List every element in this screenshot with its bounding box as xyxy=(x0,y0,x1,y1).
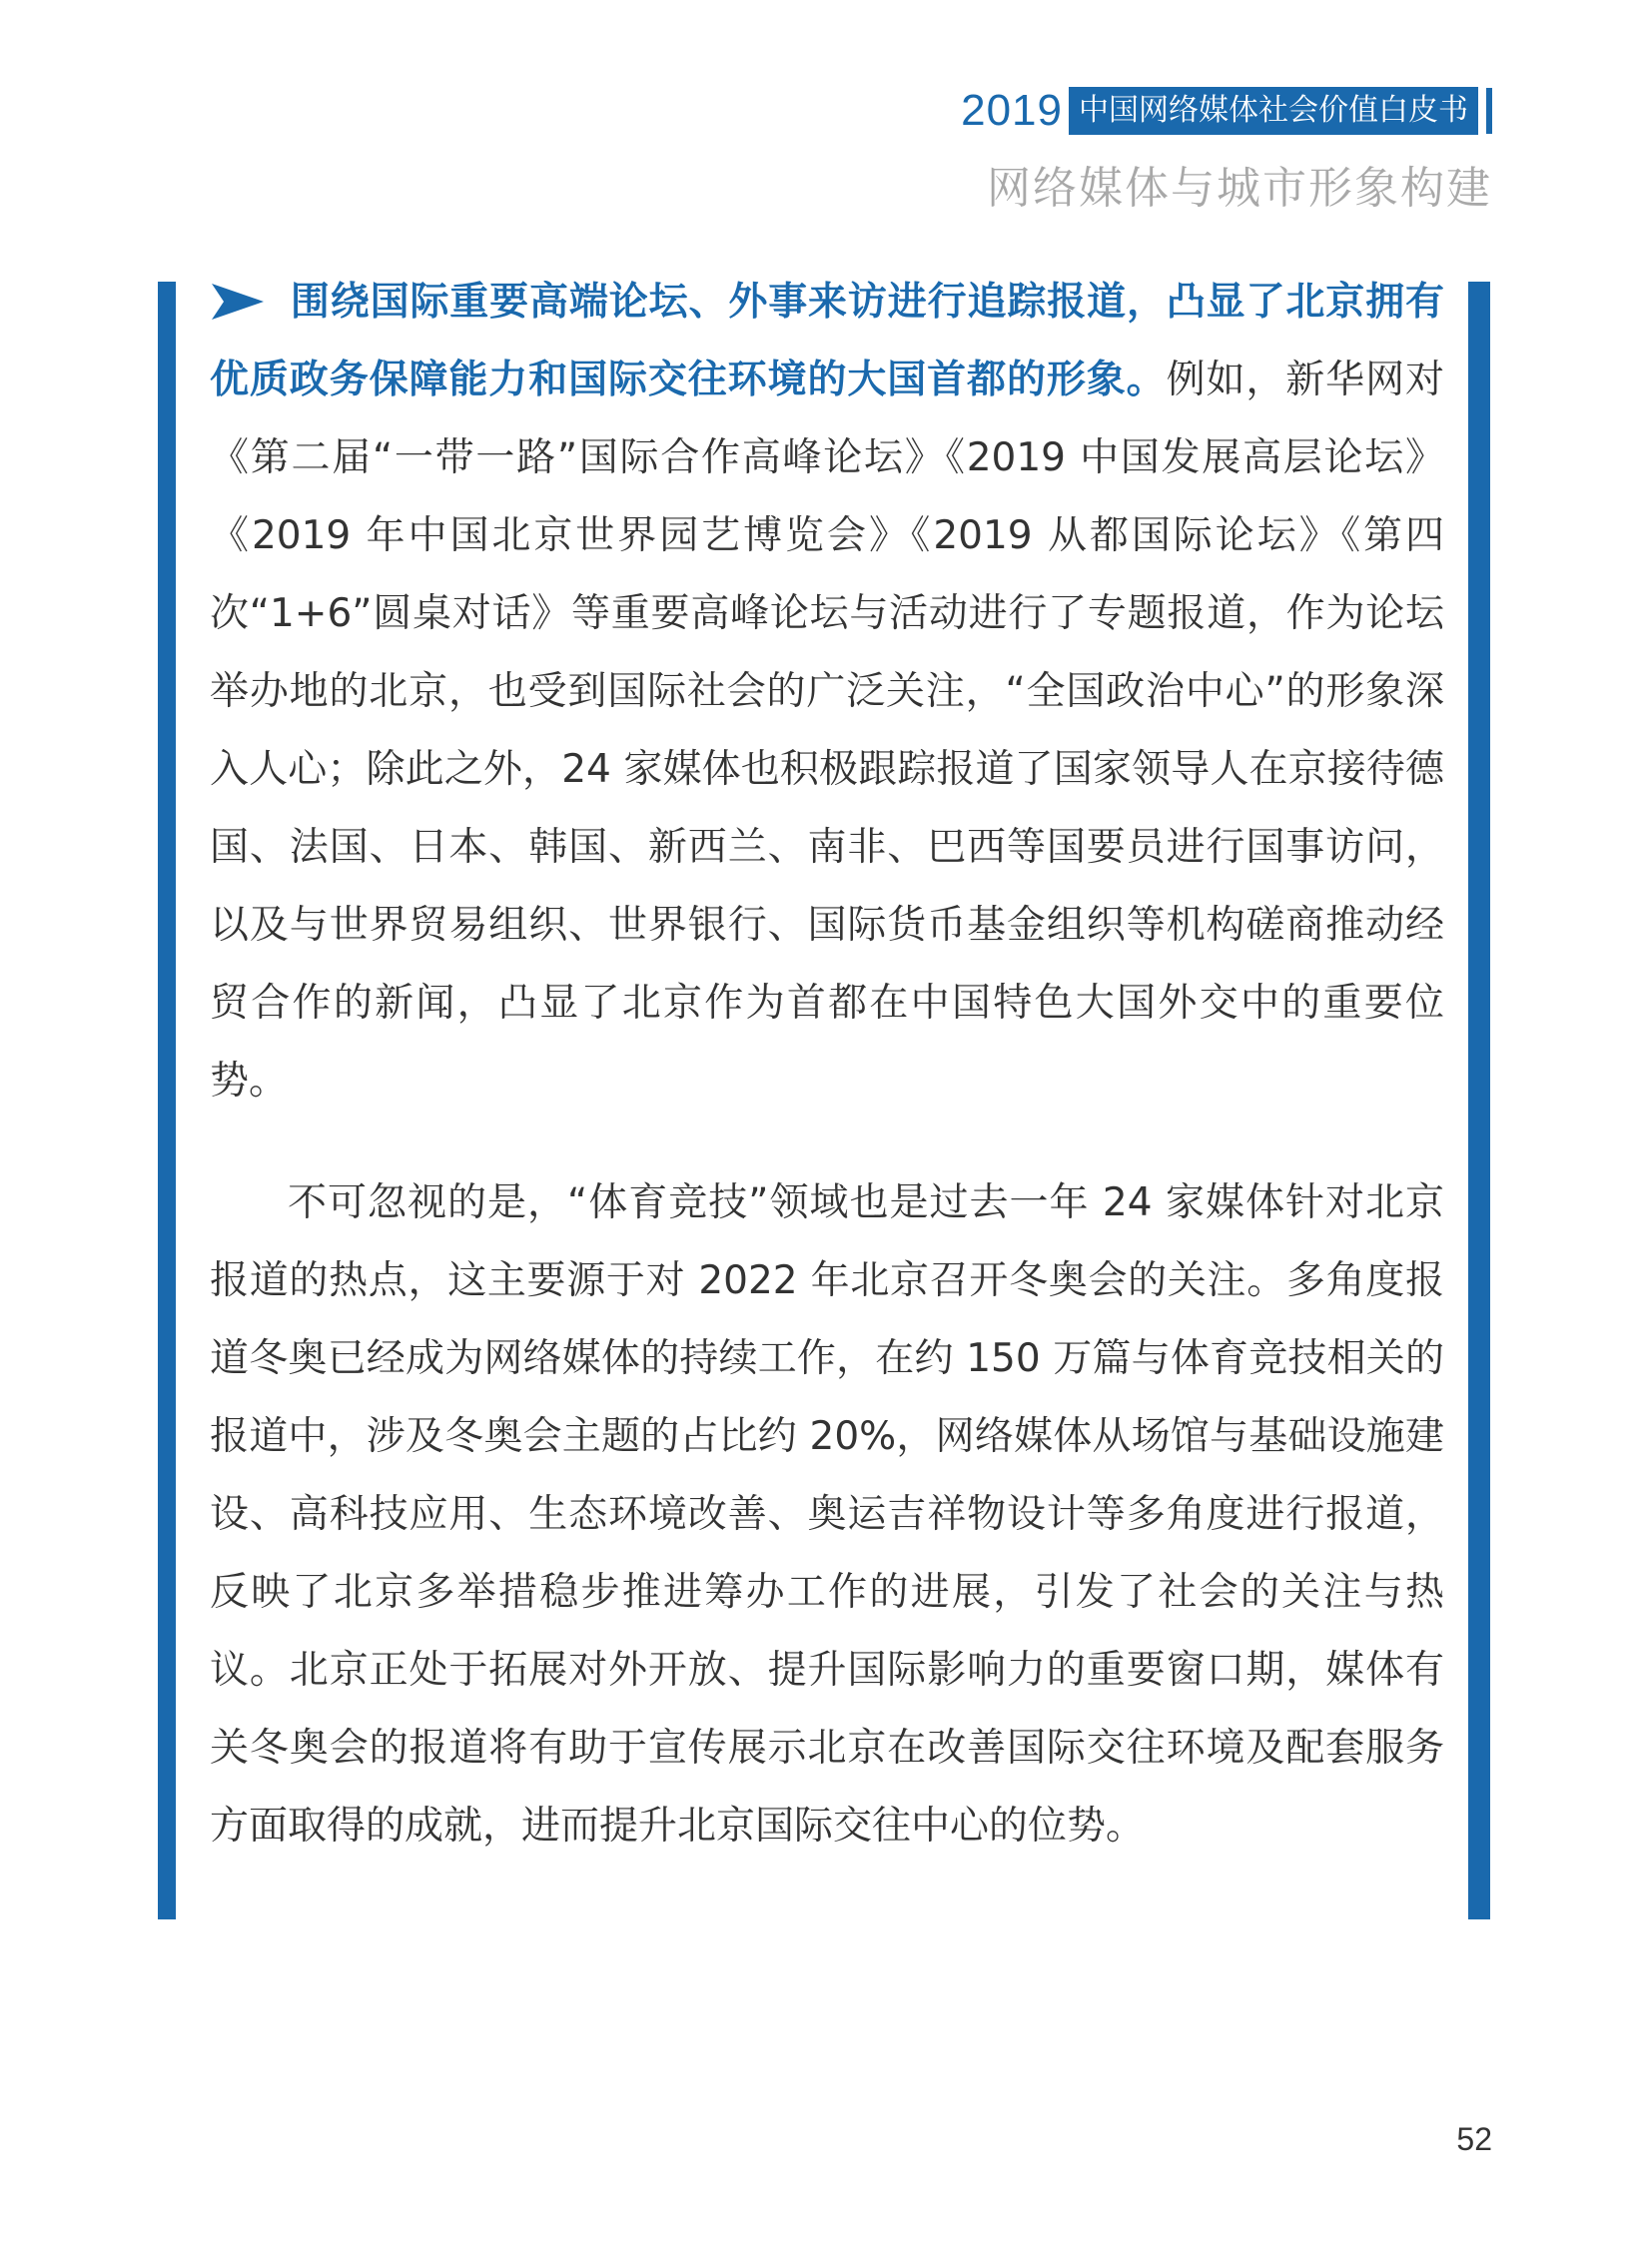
paragraph-1-body: 例如，新华网对《第二届“一带一路”国际合作高峰论坛》《2019 中国发展高层论坛》《2019 年中国北京世界园艺博览会》《2019 从都国际论坛》《第四次“1+6”圆桌对话》等重要高峰论坛与活动进行了专题报道，作为论坛举办地的北京，也受到国际社会的广泛关注，“全国政治中心”的形象深入人心；除此之外，24 家媒体也积极跟踪报道了国家领导人在京接待德国、法国、日本、韩国、新西兰、南非、巴西等国要员进行国事访问，以及与世界贸易组织、世界银行、国际货币基金组织等机构磋商推动经贸合作的新闻，凸显了北京作为首都在中国特色大国外交中的重要位势。 xyxy=(210,358,1444,1104)
right-decorative-bar xyxy=(1468,282,1490,1919)
paragraph-2: 不可忽视的是，“体育竞技”领域也是过去一年 24 家媒体针对北京报道的热点，这主要源于对 2022 年北京召开冬奥会的关注。多角度报道冬奥已经成为网络媒体的持续工作，在约 150 万篇与体育竞技相关的报道中，涉及冬奥会主题的占比约 20%，网络媒体从场馆与基础设施建设、高科技应用、生态环境改善、奥运吉祥物设计等多角度进行报道，反映了北京多举措稳步推进筹办工作的进展，引发了社会的关注与热议。北京正处于拓展对外开放、提升国际影响力的重要窗口期，媒体有关冬奥会的报道将有助于宣传展示北京在改善国际交往环境及配套服务方面取得的成就，进而提升北京国际交往中心的位势。 xyxy=(210,1180,1444,1849)
page-header xyxy=(961,86,1492,136)
section-subtitle: 网络媒体与城市形象构建 xyxy=(987,163,1492,214)
header-year: 2019 xyxy=(961,86,1063,135)
header-title: 中国网络媒体社会价值白皮书 xyxy=(1069,87,1478,135)
paragraph-1-highlight: 围绕国际重要高端论坛、外事来访进行追踪报道，凸显了北京拥有优质政务保障能力和国际交往环境的大国首都的形象。 xyxy=(210,280,1444,402)
arrow-icon xyxy=(210,282,266,322)
page-number: 52 xyxy=(1456,2121,1492,2157)
paragraph-1 xyxy=(210,264,1444,1120)
main-content xyxy=(210,264,1444,1866)
left-decorative-bar xyxy=(158,282,176,1919)
header-divider xyxy=(1486,88,1492,134)
